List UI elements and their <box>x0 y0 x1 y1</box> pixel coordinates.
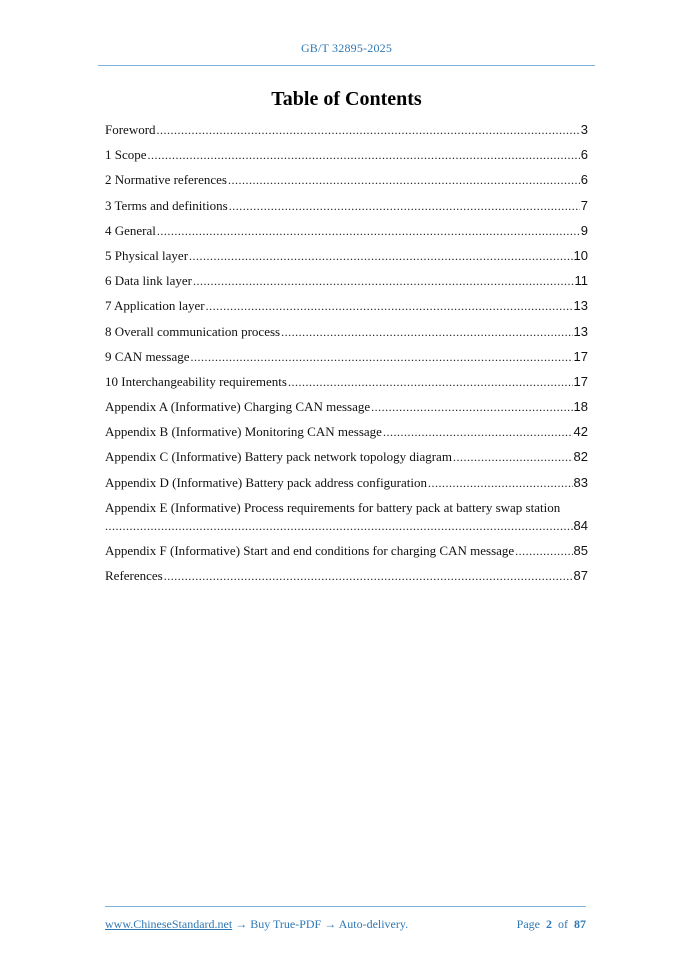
toc-label: 2 Normative references <box>105 172 227 188</box>
toc-entry-appendix-f[interactable] <box>105 543 588 559</box>
toc-leader <box>515 543 572 559</box>
toc-label: 5 Physical layer <box>105 247 189 263</box>
toc-leader <box>371 399 572 415</box>
toc-leader <box>229 198 580 214</box>
toc-label: 7 Application layer <box>105 298 205 314</box>
toc-leader <box>228 172 580 188</box>
page-total: 87 <box>574 917 586 931</box>
toc-page-number: 10 <box>573 247 588 263</box>
toc-entry-general[interactable] <box>105 223 588 239</box>
toc-leader <box>288 374 573 390</box>
toc-label: 9 CAN message <box>105 348 190 364</box>
toc-label: 3 Terms and definitions <box>105 197 228 213</box>
toc-leader <box>191 349 573 365</box>
toc-entry-overall-communication-process[interactable] <box>105 324 588 340</box>
toc-label: Foreword <box>105 122 156 137</box>
toc-entry-normative-references[interactable] <box>105 172 588 188</box>
toc-leader <box>148 147 580 163</box>
toc-label: 8 Overall communication process <box>105 323 281 339</box>
toc-page-number: 82 <box>573 449 588 465</box>
toc-page-number: 42 <box>573 424 588 440</box>
toc-page-number: 7 <box>580 197 588 213</box>
toc-entry-foreword[interactable] <box>105 122 588 138</box>
toc-page-number: 11 <box>574 273 588 289</box>
page-title: Table of Contents <box>271 88 422 110</box>
toc-entry-appendix-d[interactable] <box>105 475 588 491</box>
footer-promo <box>105 917 408 932</box>
toc-entry-scope[interactable] <box>105 147 588 163</box>
document-header <box>0 41 693 56</box>
toc-entry-data-link-layer[interactable] <box>105 273 588 289</box>
toc-page-number: 3 <box>580 122 588 137</box>
toc-page-number: 6 <box>580 147 588 163</box>
toc-page-number: 18 <box>573 399 588 415</box>
table-of-contents <box>105 122 588 593</box>
toc-leader <box>189 248 572 264</box>
toc-entry-appendix-e[interactable] <box>105 500 588 534</box>
toc-label: 4 General <box>105 222 156 238</box>
toc-leader <box>157 122 580 138</box>
toc-leader <box>206 298 573 314</box>
toc-label: Appendix E (Informative) Process requirements for battery pack at battery swap station <box>105 499 561 515</box>
toc-label: Appendix F (Informative) Start and end conditions for charging CAN message <box>105 542 515 558</box>
toc-label: 6 Data link layer <box>105 273 192 289</box>
toc-page-number: 17 <box>573 348 588 364</box>
toc-label: References <box>105 568 163 583</box>
page-of: of <box>558 917 568 931</box>
header-divider <box>98 65 595 66</box>
toc-entry-references[interactable] <box>105 568 588 584</box>
toc-label: Appendix D (Informative) Battery pack address configuration <box>105 474 428 490</box>
toc-label: Appendix B (Informative) Monitoring CAN message <box>105 424 382 440</box>
toc-leader <box>157 223 580 239</box>
toc-entry-application-layer[interactable] <box>105 298 588 314</box>
toc-page-number: 87 <box>573 568 588 583</box>
toc-leader <box>428 475 573 491</box>
toc-page-number: 84 <box>573 517 588 533</box>
toc-page-number: 83 <box>573 474 588 490</box>
toc-entry-appendix-c[interactable] <box>105 449 588 465</box>
page-indicator <box>517 917 586 932</box>
toc-leader <box>383 424 573 440</box>
toc-leader <box>453 449 573 465</box>
toc-leader <box>193 273 574 289</box>
toc-entry-physical-layer[interactable] <box>105 248 588 264</box>
toc-leader <box>164 568 573 584</box>
toc-entry-appendix-b[interactable] <box>105 424 588 440</box>
footer-divider <box>105 906 586 907</box>
toc-page-number: 17 <box>573 373 588 389</box>
toc-page-number: 13 <box>573 298 588 314</box>
document-footer <box>105 917 586 932</box>
toc-label: Appendix A (Informative) Charging CAN message <box>105 399 371 415</box>
toc-page-number: 6 <box>580 172 588 188</box>
toc-leader <box>105 518 573 534</box>
toc-entry-can-message[interactable] <box>105 349 588 365</box>
page-word: Page <box>516 917 540 931</box>
toc-entry-terms-and-definitions[interactable] <box>105 198 588 214</box>
toc-leader <box>281 324 572 340</box>
toc-label: Appendix C (Informative) Battery pack network topology diagram <box>105 449 452 465</box>
toc-label: 1 Scope <box>105 147 147 163</box>
toc-label: 10 Interchangeability requirements <box>105 373 287 389</box>
toc-page-number: 9 <box>580 222 588 238</box>
toc-page-number: 13 <box>573 323 588 339</box>
site-link[interactable]: www.ChineseStandard.net <box>105 917 233 931</box>
promo-text: → Buy True-PDF → Auto-delivery. <box>232 917 409 931</box>
toc-page-number: 85 <box>573 542 588 558</box>
doc-code: GB/T 32895-2025 <box>300 41 393 55</box>
toc-entry-appendix-a[interactable] <box>105 399 588 415</box>
toc-entry-interchangeability-requirements[interactable] <box>105 374 588 390</box>
page-current: 2 <box>546 917 552 931</box>
